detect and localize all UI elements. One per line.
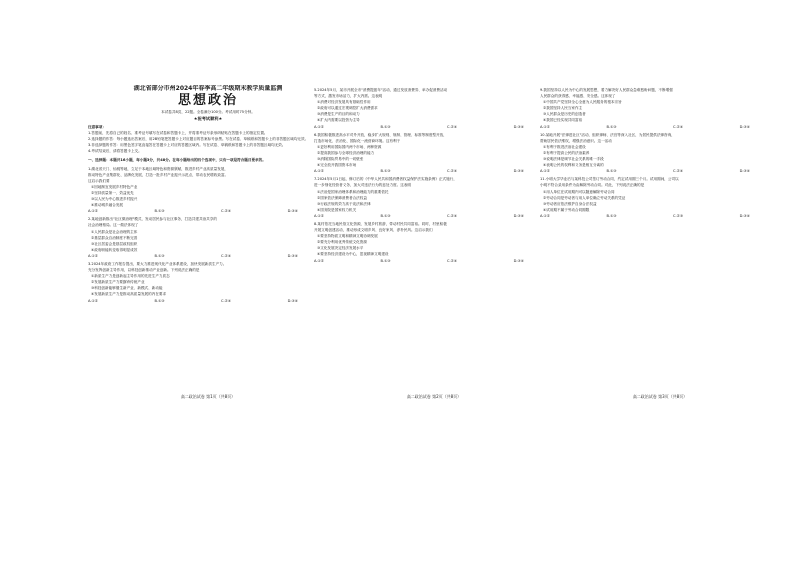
question-option: ④政府职能转变取得明显成效 (91, 247, 138, 252)
question-stem-line: 6.我国积极推进高水平对外开放，稳步扩大规则、规制、管理、标准等制度型开放， (314, 132, 447, 137)
answer-choices (314, 213, 554, 219)
answer-choice: B.①③ (606, 213, 617, 218)
question-item (314, 87, 554, 130)
answer-choice: D.③④ (287, 209, 298, 214)
question-option: ②发展新质生产力要摒弃传统产业 (91, 280, 145, 285)
question-item (314, 132, 554, 175)
question-stem-line: 人民群众的获得感、幸福感、安全感。这体现了 (540, 94, 616, 99)
page-footer: 高二政治试卷 第1页（共8页） (180, 394, 236, 399)
question-stem-line: 7.2024年5月1日起，修订后的《中华人民共和国消费者权益保护法实施条例》正式施行， (314, 177, 457, 182)
answer-choice: D.③④ (513, 169, 524, 174)
page-footer: 高二政治试卷 第2页（共8页） (406, 394, 462, 399)
question-option: ①更好利用国际国内两个市场、两种资源 (317, 144, 382, 149)
question-item (88, 216, 328, 259)
answer-choice: C.②④ (447, 169, 458, 174)
question-option: ④发展新质生产力是推动高质量发展的内在要求 (91, 292, 167, 297)
question-option: ③消费是生产的目的和动力 (317, 112, 360, 117)
answer-choice: C.②④ (673, 124, 684, 129)
answer-choices (314, 168, 554, 174)
notice-item: 3.非选择题的作答：用黑色签字笔直接答在答题卡上对应的答题区域内。写在试卷、草稿纸和答题卡上的非答题区域均无效。 (88, 143, 286, 148)
answer-choice: D.③④ (513, 213, 524, 218)
question-item (314, 176, 554, 219)
question-option: ④推动城乡融合发展 (91, 203, 123, 208)
answer-choice: C.②④ (673, 169, 684, 174)
answer-choices (314, 124, 554, 130)
notice-item: 1.答题前，先将自己的姓名、准考证号填写在试卷和答题卡上，并将准考证号条形码粘贴在答题卡上的指定位置。 (88, 131, 268, 136)
answer-choice: D.③④ (739, 213, 750, 218)
question-option: ④试用期不属于劳动合同期限 (543, 207, 590, 212)
answer-choice: C.②④ (221, 209, 232, 214)
question-stem-line: 1.湖北省天门、仙桃等地，立足于本地区域特色和资源禀赋，推进乡村产业高质量发展， (88, 166, 228, 171)
answer-choice: A.①② (314, 258, 324, 263)
question-item (88, 261, 328, 304)
question-list (314, 87, 554, 264)
exam-subject-title: 思想政治 (177, 93, 238, 108)
answer-choice: C.②③ (673, 213, 684, 218)
question-option: ②政府可以通过宏观调控扩大消费需求 (317, 106, 378, 111)
page-footer: 高二政治试卷 第3页（共8页） (632, 394, 688, 399)
question-stem-line: 帮助居民依法维权，增强法治意识。这一活动 (540, 138, 612, 143)
answer-choice: A.①② (540, 213, 550, 218)
question-option: ①消费对经济发展具有基础性作用 (317, 100, 371, 105)
answer-choice: B.①③ (380, 258, 391, 263)
question-stem-line: 5.2024年5月，某市开展全市"消费提振年"活动，通过发放消费券、举办促消费活动 (314, 88, 448, 92)
question-stem-line: 9.我国坚持以人民为中心的发展思想，着力解决好人民群众急难愁盼问题，不断增强 (540, 88, 673, 92)
question-option: ①因地制宜发展乡村特色产业 (91, 184, 138, 189)
section-heading: 一、选择题：本题共16小题，每小题3分，共48分。在每小题给出的四个选项中，只有一项是符合题目要求的。 (88, 158, 266, 163)
notice-block (88, 124, 328, 154)
answer-choice: A.①② (314, 124, 324, 129)
question-stem-line: 充分发挥创新主导作用，以科技创新推动产业创新。下列说法正确的是 (88, 268, 200, 273)
question-option: ③劳动者应依法维护自身合法权益 (543, 201, 597, 206)
answer-choice: A.①② (540, 124, 550, 129)
question-stem-line: 社会治理格局。这一做法体现了 (88, 223, 139, 228)
question-stem-line: 8.某村依托当地民俗文化资源，发展乡村旅游，带动村民共同富裕。同时，村里积极 (314, 221, 447, 226)
question-stem-line: 推动特色产业集群化、品牌化发展，打造一批乡村产业振兴示范点，带动农民增收致富。 (88, 172, 229, 177)
answer-choice: B.①③ (606, 124, 617, 129)
question-stem-line: 10.某地开展"法律进社区"活动，组织律师、法官等深入社区，为居民提供法律咨询， (540, 132, 675, 137)
question-option: ②有利于提高公民的法治素养 (543, 150, 590, 155)
exam-header (88, 85, 328, 122)
answer-choice: A.①② (314, 169, 324, 174)
answer-choice: A.①② (88, 253, 98, 258)
question-option: ②基层群众自治制度不断完善 (91, 235, 138, 240)
question-option: ②坚持质量第一、效益优先 (91, 190, 134, 195)
answer-choice: C.②④ (221, 298, 232, 303)
question-option: ②要充分利用优秀传统文化资源 (317, 240, 367, 245)
answer-choice: A.①② (88, 298, 98, 303)
question-option: ④表明公民的权利和义务是相互分离的 (543, 163, 604, 168)
question-option: ①用人单位在试用期内可以随意解除劳动合同 (543, 189, 615, 194)
exam-subtitle: 湖北省部分市州2024年春季高二年级期末教学质量监测 (133, 85, 283, 92)
answer-choice: C.②④ (447, 258, 458, 263)
answer-choice: C.②④ (447, 124, 458, 129)
answer-choice: D.③④ (739, 124, 750, 129)
question-option: ②劳动合同是劳动者与用人单位确立劳动关系的凭证 (543, 195, 626, 200)
answer-choices (540, 124, 780, 130)
question-stem-line: 这启示我们要 (88, 178, 110, 183)
question-option: ①人民群众是社会治理的主体 (91, 229, 138, 234)
question-item (314, 221, 554, 264)
page-column-2 (314, 85, 554, 264)
exam-meta: 本试卷共8页，22题。全卷满分100分。考试用时75分钟。 (161, 110, 255, 114)
answer-choices (88, 298, 328, 304)
question-stem-line: 进一步细化经营者义务，加大对违法行为的惩处力度。这表明 (314, 183, 412, 188)
question-item (540, 132, 780, 175)
page-column-3 (540, 85, 780, 219)
question-option: ④国务院是国家权力机关 (317, 207, 357, 212)
notice-item: 4.考试结束后，请将答题卡上交。 (88, 149, 142, 154)
question-option: ③文化发展决定经济发展水平 (317, 246, 364, 251)
answer-choice: C.②④ (221, 253, 232, 258)
answer-choices (540, 213, 780, 219)
answer-choice: A.①② (88, 209, 98, 214)
answer-choice: B.①③ (380, 213, 391, 218)
question-option: ③以人民为中心推进乡村振兴 (91, 197, 138, 202)
answer-choice: D.③④ (287, 298, 298, 303)
answer-choice: B.①③ (154, 253, 165, 258)
exam-star-banner: ★祝考试顺利★ (193, 116, 223, 121)
question-stem-line: 小明不符合录用条件为由解除劳动合同。对此，下列说法正确的是 (540, 183, 645, 188)
question-item (540, 176, 780, 219)
question-stem-line: 3.2024年政府工作报告提出，要大力推进现代化产业体系建设，加快发展新质生产力。 (88, 261, 227, 266)
question-item (540, 87, 780, 130)
answer-choice: B.①③ (606, 169, 617, 174)
page-column-1 (88, 85, 328, 304)
question-option: ①要坚持物质文明和精神文明协调发展 (317, 234, 378, 239)
answer-choice: C.②④ (447, 213, 458, 218)
question-stem-line: 11.小明大学毕业后与某科技公司签订劳动合同，约定试用期三个月。试用期间，公司以 (540, 177, 679, 182)
notice-item: 2.选择题的作答：每小题选出答案后，用2B铅笔把答题卡上对应题目的答案标号涂黑。写在试卷、草稿纸和答题卡上的非答题区域均无效。 (88, 137, 309, 142)
answer-choices (88, 253, 328, 259)
answer-choice: D.③④ (739, 169, 750, 174)
question-option: ③行政法规的效力高于宪法和法律 (317, 201, 371, 206)
question-list (540, 87, 780, 219)
answer-choice: D.③④ (513, 258, 524, 263)
answer-choice: B.①③ (380, 124, 391, 129)
answer-choice: B.①③ (154, 298, 165, 303)
question-option: ①法治是国家治理体系和治理能力的重要依托 (317, 189, 389, 194)
answer-choice: A.①② (540, 169, 550, 174)
answer-choice: D.③④ (513, 124, 524, 129)
answer-choices (540, 168, 780, 174)
answer-choice: B.①③ (154, 209, 165, 214)
question-option: ④我国已经实现共同富裕 (543, 118, 583, 123)
question-option: ①有利于推进法治社会建设 (543, 144, 586, 149)
question-option: ①中国共产党坚持全心全意为人民服务的根本宗旨 (543, 100, 622, 105)
question-option: ③社区居委会是基层政权组织 (91, 241, 138, 246)
question-option: ②提高我国参与全球经济治理的能力 (317, 150, 375, 155)
question-stem-line: 2.某地创新推出"社区微治理"模式，发动居民参与社区事务，打造共建共治共享的 (88, 217, 217, 222)
question-option: ③说明法律是调节社会关系的唯一手段 (543, 157, 604, 162)
answer-choice: A.①② (314, 213, 324, 218)
answer-choices (88, 208, 328, 214)
question-stem-line: 等方式，激发市场活力，扩大内需。这表明 (314, 94, 383, 99)
question-option: ④完全放开我国资本市场 (317, 163, 357, 168)
question-option: ②我国坚持人民当家作主 (543, 106, 583, 111)
notice-title: 注意事项： (88, 125, 106, 129)
answer-choice: B.①③ (380, 169, 391, 174)
answer-choices (314, 258, 554, 264)
question-stem-line: 开展文明创建活动，推动形成文明乡风、良好家风、淳朴民风。这启示我们 (314, 228, 433, 233)
question-option: ③消除国际贸易中的一切壁垒 (317, 157, 364, 162)
question-stem-line: 打造市场化、法治化、国际化一流营商环境。这有利于 (314, 138, 401, 143)
question-list (88, 166, 328, 304)
question-option: ③人民群众是历史的创造者 (543, 112, 586, 117)
question-option: ③科技创新能够催生新产业、新模式、新动能 (91, 286, 163, 291)
question-option: ②国家依法保障消费者合法权益 (317, 195, 367, 200)
question-item (88, 166, 328, 215)
answer-choice: D.③④ (287, 253, 298, 258)
question-option: ④要坚持经济建设为中心，忽视精神文明建设 (317, 252, 389, 257)
question-option: ①新质生产力是创新起主导作用的先进生产力质态 (91, 274, 170, 279)
question-option: ④扩大内需要以投资为主导 (317, 118, 360, 123)
